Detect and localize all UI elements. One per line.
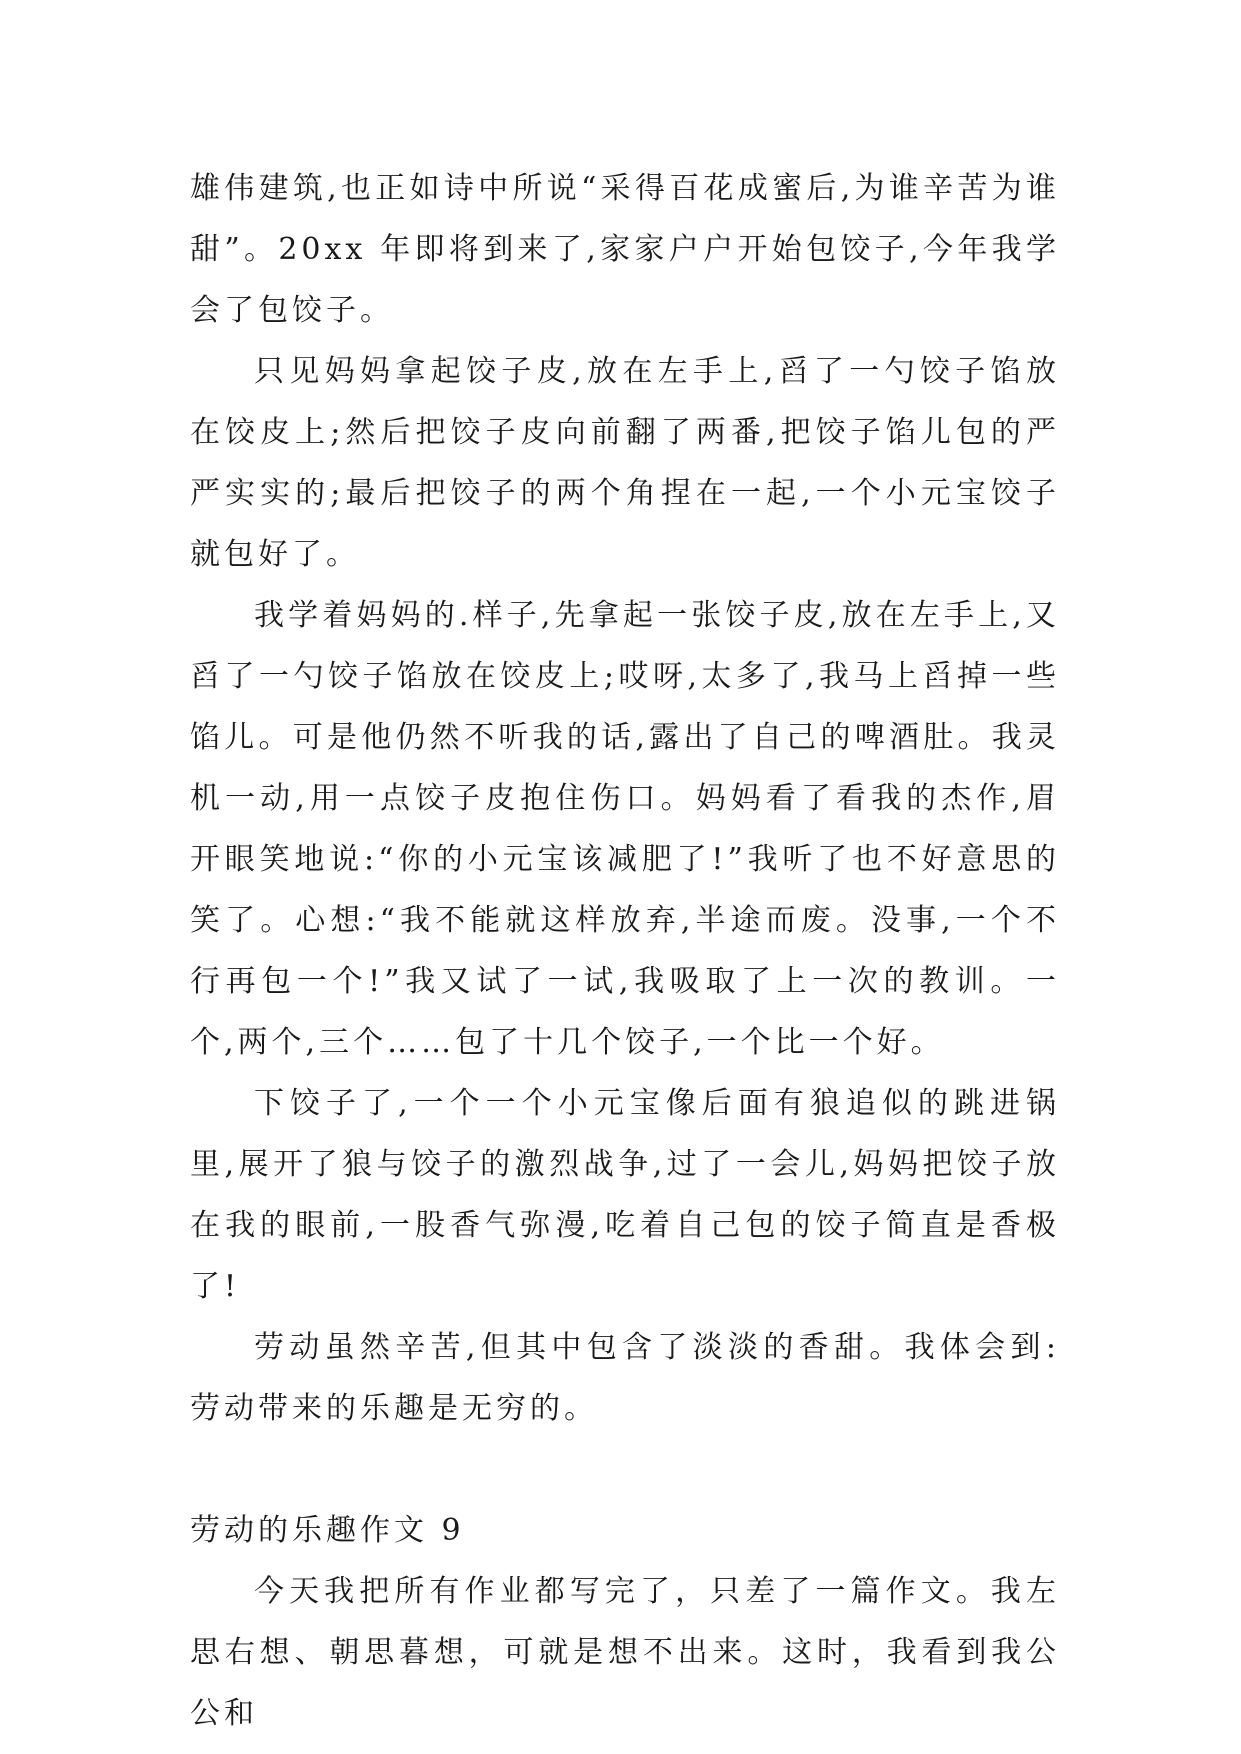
section-title: 劳动的乐趣作文 9 [190,1513,465,1548]
paragraph-continued: 雄伟建筑,也正如诗中所说“采得百花成蜜后,为谁辛苦为谁甜”。20xx 年即将到来了,家家户户开始包饺子,今年我学会了包饺子。 [190,171,1060,328]
paragraph-cooking: 下饺子了,一个一个小元宝像后面有狼追似的跳进锅里,展开了狼与饺子的激烈战争,过了一会儿,妈妈把饺子放在我的眼前,一股香气弥漫,吃着自己包的饺子简直是香极了! [190,1086,1060,1304]
paragraph-new-essay-start: 今天我把所有作业都写完了，只差了一篇作文。我左思右想、朝思暮想，可就是想不出来。这时，我看到我公公和 [190,1574,1060,1731]
paragraph-mom-makes-dumpling: 只见妈妈拿起饺子皮,放在左手上,舀了一勺饺子馅放在饺皮上;然后把饺子皮向前翻了两番,把饺子馅儿包的严严实实的;最后把饺子的两个角捏在一起,一个小元宝饺子就包好了。 [190,354,1060,572]
paragraph-conclusion: 劳动虽然辛苦,但其中包含了淡淡的香甜。我体会到:劳动带来的乐趣是无穷的。 [190,1330,1060,1426]
paragraph-i-try: 我学着妈妈的.样子,先拿起一张饺子皮,放在左手上,又舀了一勺饺子馅放在饺皮上;哎呀,太多了,我马上舀掉一些馅儿。可是他仍然不听我的话,露出了自己的啤酒肚。我灵机一动,用一点饺子皮抱住伤口。妈妈看了看我的杰作,眉开眼笑地说:“你的小元宝该减肥了!”我听了也不好意思的笑了。心想:“我不能就这样放弃,半途而废。没事,一个不行再包一个!”我又试了一试,我吸取了上一次的教训。一个,两个,三个……包了十几个饺子,一个比一个好。 [190,598,1060,1060]
document-body [190,158,1060,1744]
